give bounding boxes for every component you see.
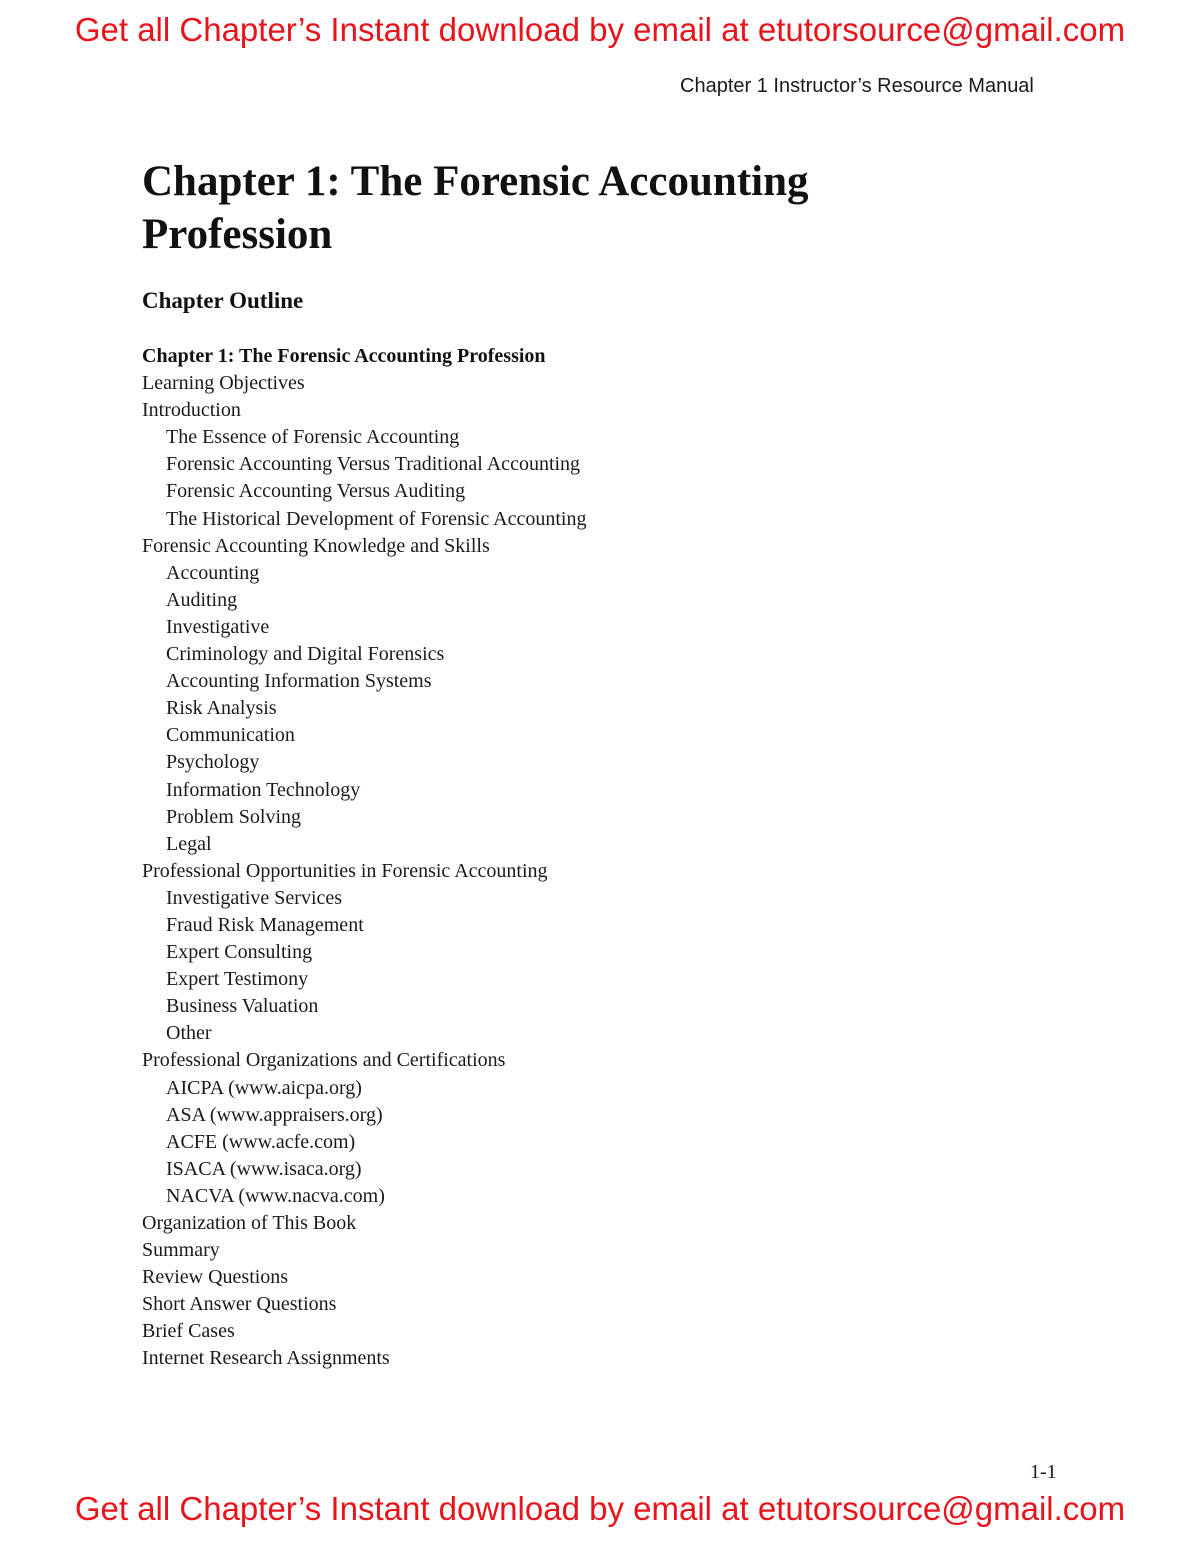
outline-subsection-item: Communication [166,724,295,747]
outline-subsection-item: Accounting Information Systems [166,670,432,693]
outline-subsection-item: Risk Analysis [166,697,277,720]
outline-section-item: Brief Cases [142,1320,235,1343]
outline-subsection-item: Fraud Risk Management [166,913,364,936]
outline-subsection-item: The Historical Development of Forensic Accounting [166,507,587,530]
outline-subsection-item: Forensic Accounting Versus Traditional Accounting [166,453,581,476]
page-number: 1-1 [1030,1461,1057,1483]
promo-banner-bottom: Get all Chapter’s Instant download by email at etutorsource@gmail.com [74,1490,1126,1527]
outline-section-item: Introduction [142,399,241,422]
outline-subsection-item: NACVA (www.nacva.com) [166,1184,385,1207]
promo-banner-top: Get all Chapter’s Instant download by email at etutorsource@gmail.com [74,11,1126,48]
outline-subsection-item: Problem Solving [166,805,302,828]
outline-section-item: Forensic Accounting Knowledge and Skills [142,534,490,557]
outline-section-item: Professional Organizations and Certifications [142,1049,506,1072]
outline-subsection-item: The Essence of Forensic Accounting [166,426,460,449]
outline-subsection-item: ISACA (www.isaca.org) [166,1157,362,1180]
chapter-outline-list [142,343,586,1373]
outline-subsection-item: Criminology and Digital Forensics [166,643,445,666]
outline-subsection-item: Investigative [166,615,270,638]
outline-subsection-item: Psychology [166,751,260,774]
outline-heading: Chapter Outline [142,288,304,313]
outline-subsection-item: AICPA (www.aicpa.org) [166,1076,362,1099]
outline-subsection-item: Information Technology [166,778,361,801]
outline-subsection-item: ASA (www.appraisers.org) [166,1103,383,1126]
outline-subsection-item: Auditing [166,588,238,611]
outline-title-item: Chapter 1: The Forensic Accounting Profession [142,345,546,367]
outline-section-item: Summary [142,1239,220,1262]
outline-section-item: Professional Opportunities in Forensic Accounting [142,859,548,882]
outline-subsection-item: Legal [166,832,212,855]
outline-subsection-item: Business Valuation [166,995,319,1018]
outline-subsection-item: Expert Testimony [166,968,309,991]
outline-section-item: Short Answer Questions [142,1293,337,1316]
outline-subsection-item: Investigative Services [166,886,343,909]
chapter-title: Chapter 1: The Forensic Accounting Profession [142,158,809,258]
outline-subsection-item: Other [166,1022,212,1045]
outline-section-item: Organization of This Book [142,1212,357,1234]
outline-subsection-item: Accounting [166,561,260,584]
outline-subsection-item: ACFE (www.acfe.com) [166,1130,356,1153]
running-header: Chapter 1 Instructor’s Resource Manual [680,75,1034,97]
outline-section-item: Learning Objectives [142,372,305,395]
outline-subsection-item: Forensic Accounting Versus Auditing [166,480,466,503]
outline-section-item: Internet Research Assignments [142,1347,390,1370]
outline-section-item: Review Questions [142,1266,289,1289]
outline-subsection-item: Expert Consulting [166,941,313,964]
